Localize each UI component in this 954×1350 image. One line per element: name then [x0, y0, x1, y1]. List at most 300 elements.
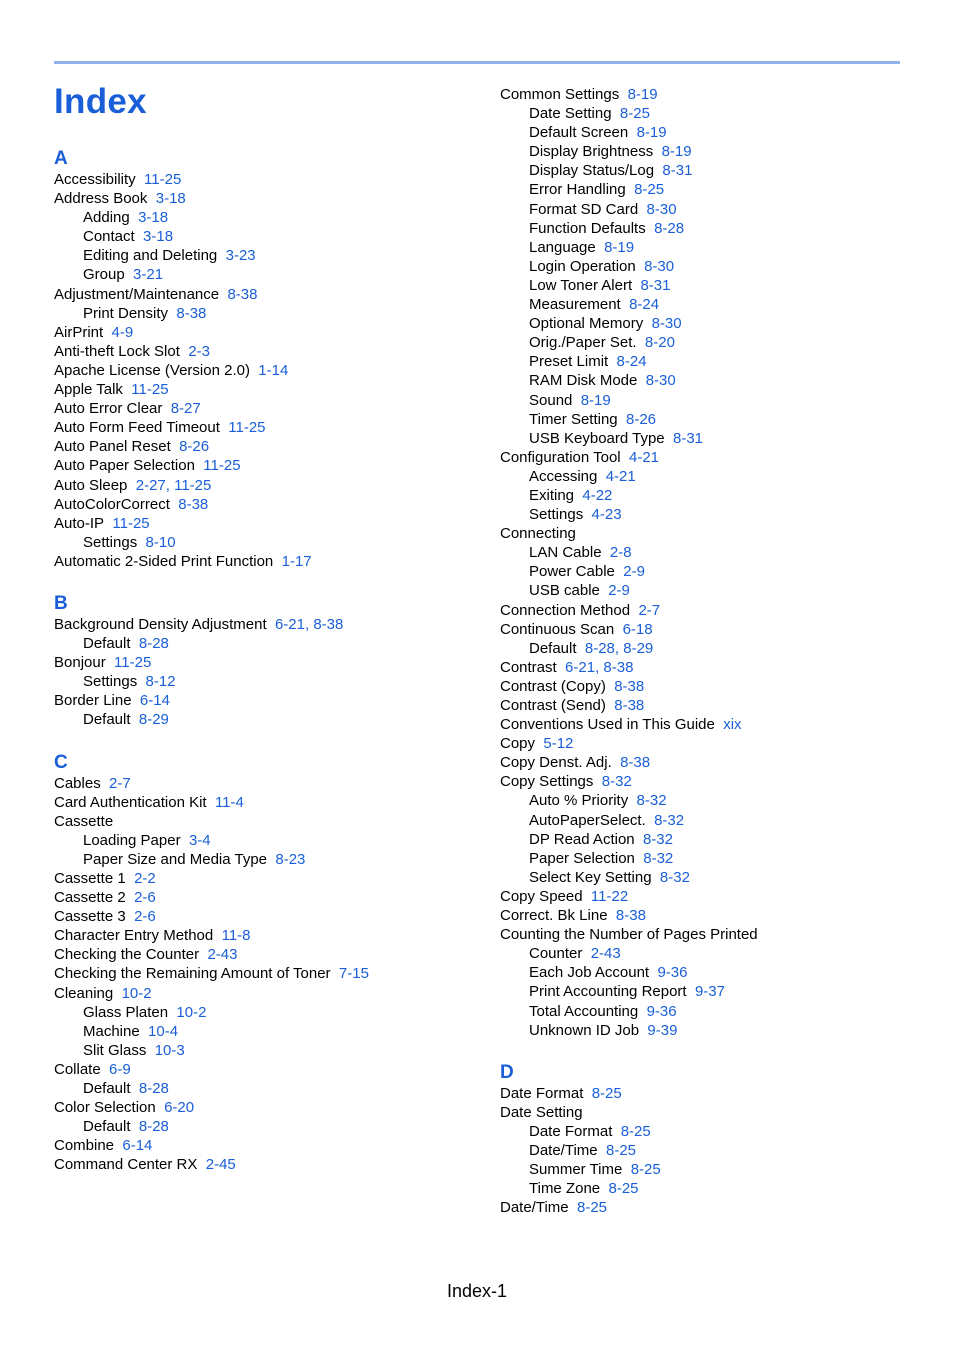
- index-term: Exiting: [529, 486, 575, 504]
- index-term: Common Settings: [500, 86, 620, 103]
- section-letter: A: [54, 148, 68, 169]
- index-entry: [54, 495, 494, 514]
- page-ref-link[interactable]: 8-31: [672, 429, 704, 447]
- page-ref-link[interactable]: 6-18: [622, 620, 653, 638]
- index-term: Format SD Card: [529, 200, 639, 218]
- index-term: Automatic 2-Sided Print Function: [54, 552, 274, 570]
- index-term: Select Key Setting: [529, 868, 652, 886]
- index-term: Connection Method: [500, 601, 631, 619]
- page-ref-link[interactable]: 8-25: [619, 105, 650, 123]
- index-entry: [54, 984, 494, 1003]
- section-gap: [500, 1040, 940, 1062]
- page-ref-link[interactable]: 8-28: [138, 1118, 169, 1136]
- index-term: Paper Selection: [529, 849, 635, 867]
- index-term: Default: [83, 711, 131, 729]
- index-term: RAM Disk Mode: [529, 372, 638, 390]
- page-ref-link[interactable]: 3-18: [143, 228, 174, 246]
- index-term: Settings: [83, 533, 138, 551]
- index-entry: [500, 1103, 940, 1122]
- page-ref-link[interactable]: 8-38: [615, 907, 646, 925]
- section-gap: [54, 730, 494, 752]
- page-ref-link[interactable]: 8-19: [636, 124, 667, 142]
- index-term: Character Entry Method: [54, 927, 214, 945]
- section-letter: B: [54, 592, 68, 614]
- index-term: Display Status/Log: [529, 162, 655, 180]
- index-subentry: [54, 634, 494, 653]
- page-ref-link[interactable]: 2-43: [207, 946, 238, 964]
- page-ref-link[interactable]: 2-8: [609, 544, 632, 562]
- index-term: Accessibility: [54, 171, 136, 188]
- index-entry: [54, 189, 494, 208]
- index-term: Low Toner Alert: [529, 276, 633, 294]
- index-entry: [500, 696, 940, 715]
- page-ref-link[interactable]: 10-2: [121, 984, 152, 1002]
- index-entry: [54, 342, 494, 361]
- index-term: Each Job Account: [529, 964, 650, 982]
- page-ref-link[interactable]: 8-24: [616, 353, 647, 371]
- index-term: Group: [83, 266, 125, 284]
- index-term: Settings: [529, 506, 584, 524]
- index-term: Connecting: [500, 525, 576, 543]
- index-entry: [54, 888, 494, 907]
- index-term: Auto Form Feed Timeout: [54, 419, 220, 437]
- index-term: Cassette 2: [54, 889, 126, 907]
- index-entry: [500, 601, 940, 620]
- index-entry: [500, 715, 940, 734]
- index-subentry: [500, 467, 940, 486]
- index-term: USB Keyboard Type: [529, 429, 665, 447]
- index-entry: [54, 514, 494, 533]
- index-term: Time Zone: [529, 1180, 601, 1198]
- index-term: Anti-theft Lock Slot: [54, 342, 180, 360]
- page-ref-link[interactable]: 8-38: [176, 304, 207, 322]
- index-subentry: [500, 1160, 940, 1179]
- ref-separator: ,: [614, 639, 624, 657]
- page-ref-link[interactable]: 6-14: [122, 1137, 153, 1155]
- index-subentry: [500, 849, 940, 868]
- page-ref-link[interactable]: 3-23: [225, 247, 256, 265]
- index-term: Continuous Scan: [500, 620, 615, 638]
- index-column-left: [54, 148, 494, 1175]
- index-entry: [500, 906, 940, 925]
- page-ref-link[interactable]: 5-12: [543, 735, 574, 753]
- page-ref-link[interactable]: 4-21: [605, 467, 636, 485]
- index-term: Paper Size and Media Type: [83, 850, 268, 868]
- page-ref-link[interactable]: 8-38: [603, 658, 634, 676]
- index-term: Auto Error Clear: [54, 400, 163, 418]
- index-subentry: [500, 1021, 940, 1040]
- page-ref-link[interactable]: 8-25: [605, 1141, 637, 1159]
- ref-separator: ,: [595, 658, 604, 676]
- index-term: Auto % Priority: [529, 792, 629, 810]
- index-subentry: [500, 811, 940, 830]
- page-ref-link[interactable]: 8-38: [178, 495, 209, 513]
- index-subentry: [500, 142, 940, 161]
- index-term: Total Accounting: [529, 1002, 639, 1020]
- index-entry: [500, 753, 940, 772]
- index-subentry: [500, 276, 940, 295]
- index-entry: [500, 620, 940, 639]
- index-term: Address Book: [54, 190, 148, 208]
- index-term: Summer Time: [529, 1161, 623, 1179]
- page-ref-link[interactable]: 11-8: [221, 927, 251, 945]
- page-ref-link[interactable]: 2-7: [638, 601, 661, 619]
- index-term: USB cable: [529, 582, 600, 600]
- index-term: Auto Sleep: [54, 476, 128, 494]
- page-ref-link[interactable]: 8-28: [138, 1080, 169, 1098]
- index-term: Preset Limit: [529, 353, 609, 371]
- index-entry: [54, 323, 494, 342]
- index-entry: [54, 615, 494, 634]
- page-ref-link[interactable]: 11-22: [590, 887, 629, 905]
- index-term: Adding: [83, 209, 130, 227]
- page-ref-link[interactable]: 11-4: [214, 793, 244, 811]
- index-entry: [500, 734, 940, 753]
- index-entry: [54, 170, 494, 189]
- page-ref-link[interactable]: 8-28: [654, 219, 685, 237]
- index-term: Copy Speed: [500, 887, 583, 905]
- index-term: Default Screen: [529, 124, 629, 142]
- index-entry: [54, 361, 494, 380]
- index-subentry: [54, 831, 494, 850]
- index-subentry: [500, 505, 940, 524]
- page-ref-link[interactable]: 11-25: [174, 476, 212, 494]
- index-entry: [54, 964, 494, 983]
- page-ref-link[interactable]: 2-6: [134, 908, 156, 926]
- index-term: Optional Memory: [529, 315, 644, 333]
- index-entry: [500, 1198, 940, 1217]
- page-ref-link[interactable]: 6-21: [274, 615, 305, 633]
- page-ref-link[interactable]: 8-27: [170, 400, 201, 418]
- index-term: Card Authentication Kit: [54, 793, 207, 811]
- page-ref-link[interactable]: 8-30: [645, 372, 676, 390]
- index-term: Display Brightness: [529, 143, 654, 161]
- page-ref-link[interactable]: 7-15: [338, 965, 369, 983]
- page-ref-link[interactable]: 8-32: [654, 811, 685, 829]
- ref-separator: ,: [305, 615, 314, 633]
- index-subentry: [54, 246, 494, 265]
- index-term: Combine: [54, 1137, 115, 1155]
- page-ref-link[interactable]: 6-20: [164, 1099, 195, 1117]
- page-ref-link[interactable]: 8-25: [608, 1180, 639, 1198]
- index-entry: [54, 691, 494, 710]
- index-term: Settings: [83, 673, 138, 691]
- index-subentry: [500, 1002, 940, 1021]
- index-entry: [500, 85, 940, 104]
- index-term: Orig./Paper Set.: [529, 334, 637, 352]
- index-term: Default: [83, 635, 131, 653]
- page-ref-link[interactable]: 2-45: [205, 1156, 236, 1174]
- page-ref-link[interactable]: 3-18: [155, 190, 186, 208]
- index-term: Color Selection: [54, 1099, 156, 1117]
- index-term: Date Setting: [529, 105, 612, 123]
- page-ref-link[interactable]: 11-25: [228, 419, 266, 437]
- page-ref-link[interactable]: 11-25: [144, 171, 182, 188]
- page-ref-link[interactable]: 8-31: [640, 276, 671, 294]
- page-ref-link[interactable]: 8-30: [644, 257, 675, 275]
- index-term: Machine: [83, 1022, 140, 1040]
- page-ref-link[interactable]: 8-20: [644, 334, 675, 352]
- index-term: Accessing: [529, 467, 598, 485]
- page-ref-link[interactable]: 2-7: [109, 774, 131, 792]
- index-subentry: [500, 1179, 940, 1198]
- index-term: Slit Glass: [83, 1041, 147, 1059]
- page-ref-link[interactable]: 8-25: [591, 1084, 622, 1102]
- index-term: Collate: [54, 1060, 101, 1078]
- index-entry: [500, 524, 940, 543]
- index-subentry: [500, 868, 940, 887]
- page-ref-link[interactable]: 8-38: [614, 697, 645, 714]
- index-subentry: [54, 533, 494, 552]
- index-term: Cleaning: [54, 984, 114, 1002]
- index-entry: [54, 793, 494, 812]
- page-ref-link[interactable]: 8-19: [604, 238, 635, 256]
- index-subentry: [54, 1041, 494, 1060]
- index-term: Sound: [529, 391, 573, 409]
- index-subentry: [500, 639, 940, 658]
- page-ref-link[interactable]: 8-30: [646, 200, 677, 218]
- index-entry: [54, 380, 494, 399]
- index-term: Cassette 3: [54, 908, 126, 926]
- page-ref-link[interactable]: 11-25: [114, 654, 152, 672]
- index-term: Bonjour: [54, 654, 106, 672]
- page-ref-link[interactable]: 1-14: [258, 361, 289, 379]
- index-subentry: [500, 581, 940, 600]
- index-term: Contrast: [500, 658, 557, 676]
- index-subentry: [500, 1141, 940, 1160]
- section-letter: C: [54, 751, 68, 773]
- page-ref-link[interactable]: 8-19: [627, 86, 658, 103]
- index-term: Editing and Deleting: [83, 247, 218, 265]
- page-ref-link[interactable]: 3-18: [138, 209, 169, 227]
- page-ref-link[interactable]: 2-43: [590, 945, 621, 963]
- page-ref-link[interactable]: 10-2: [176, 1003, 207, 1021]
- index-term: Power Cable: [529, 563, 615, 581]
- page-ref-link[interactable]: 11-25: [112, 514, 150, 532]
- index-subentry: [500, 543, 940, 562]
- index-term: Conventions Used in This Guide: [500, 716, 715, 734]
- index-subentry: [500, 352, 940, 371]
- index-entry: [54, 812, 494, 831]
- page-ref-link[interactable]: 8-30: [651, 315, 682, 333]
- index-subentry: [54, 1079, 494, 1098]
- index-subentry: [54, 672, 494, 691]
- index-column-right: [500, 85, 940, 1217]
- index-entry: [54, 476, 494, 495]
- page-ref-link[interactable]: 2-6: [134, 889, 156, 907]
- index-subentry: [54, 208, 494, 227]
- page-ref-link[interactable]: 10-3: [154, 1041, 185, 1059]
- page-ref-link[interactable]: 8-31: [662, 162, 693, 180]
- page-ref-link[interactable]: 8-25: [620, 1122, 651, 1140]
- index-subentry: [500, 410, 940, 429]
- index-subentry: [500, 391, 940, 410]
- index-subentry: [500, 830, 940, 849]
- index-term: Function Defaults: [529, 219, 646, 237]
- index-subentry: [54, 850, 494, 869]
- index-term: Copy Denst. Adj.: [500, 754, 612, 772]
- page-ref-link[interactable]: 2-2: [134, 870, 156, 887]
- index-entry: [500, 448, 940, 467]
- index-subentry: [500, 486, 940, 505]
- page-ref-link[interactable]: 1-17: [281, 552, 312, 570]
- ref-separator: ,: [165, 476, 175, 494]
- section-letter: D: [500, 1061, 514, 1083]
- index-term: Copy: [500, 735, 536, 753]
- index-entry: [500, 658, 940, 677]
- index-term: Auto Paper Selection: [54, 457, 195, 475]
- page-ref-link[interactable]: 8-32: [643, 849, 674, 867]
- index-term: Unknown ID Job: [529, 1021, 640, 1039]
- index-subentry: [54, 1117, 494, 1136]
- index-subentry: [54, 304, 494, 323]
- page-ref-link[interactable]: 8-29: [623, 639, 654, 657]
- index-entry: [54, 456, 494, 475]
- page-ref-link[interactable]: 2-9: [623, 563, 645, 581]
- index-subentry: [500, 1122, 940, 1141]
- page-ref-link[interactable]: 9-36: [657, 964, 688, 982]
- page-ref-link[interactable]: 2-9: [608, 582, 630, 600]
- index-entry: [54, 437, 494, 456]
- page-ref-link[interactable]: 8-26: [625, 410, 657, 428]
- index-subentry: [500, 257, 940, 276]
- index-term: Command Center RX: [54, 1156, 198, 1174]
- page-ref-link[interactable]: 8-19: [661, 143, 692, 161]
- page-ref-link[interactable]: 8-25: [634, 181, 665, 199]
- page-ref-link[interactable]: 8-25: [576, 1199, 608, 1217]
- page-ref-link[interactable]: 11-25: [203, 457, 241, 475]
- page-ref-link[interactable]: 4-21: [628, 448, 660, 466]
- index-subentry: [500, 982, 940, 1001]
- index-subentry: [500, 371, 940, 390]
- page-ref-link[interactable]: 4-9: [111, 323, 134, 341]
- page-ref-link[interactable]: 8-19: [580, 391, 611, 409]
- page-ref-link[interactable]: 10-4: [148, 1022, 179, 1040]
- page-ref-link[interactable]: 2-27: [135, 476, 166, 494]
- index-subentry: [500, 333, 940, 352]
- page-ref-link[interactable]: 8-38: [620, 754, 651, 772]
- page-ref-link[interactable]: 8-32: [659, 868, 690, 886]
- page-ref-link[interactable]: 9-37: [694, 983, 725, 1001]
- index-subentry: [500, 963, 940, 982]
- page-ref-link[interactable]: 4-23: [591, 506, 622, 524]
- index-term: Adjustment/Maintenance: [54, 285, 220, 303]
- page-ref-link[interactable]: 11-25: [131, 381, 169, 399]
- page-ref-link[interactable]: 6-9: [109, 1060, 131, 1078]
- index-term: Date Setting: [500, 1103, 583, 1121]
- index-entry: [500, 772, 940, 791]
- page-ref-link[interactable]: 8-12: [145, 673, 176, 691]
- page-ref-link[interactable]: 8-24: [629, 296, 660, 314]
- index-term: Contrast (Send): [500, 697, 606, 714]
- index-subentry: [54, 1003, 494, 1022]
- index-entry: [54, 945, 494, 964]
- index-term: Auto Panel Reset: [54, 438, 171, 456]
- index-subentry: [500, 161, 940, 180]
- index-entry: [54, 399, 494, 418]
- index-term: Print Accounting Report: [529, 983, 687, 1001]
- index-term: Loading Paper: [83, 831, 181, 849]
- index-term: Timer Setting: [529, 410, 618, 428]
- index-subentry: [500, 314, 940, 333]
- index-entry: [54, 285, 494, 304]
- index-entry: [54, 1136, 494, 1155]
- page-ref-link[interactable]: xix: [723, 716, 742, 734]
- page-ref-link[interactable]: 8-25: [630, 1161, 661, 1179]
- index-subentry: [500, 180, 940, 199]
- page-ref-link[interactable]: 8-23: [275, 850, 306, 868]
- page-ref-link[interactable]: 8-28: [138, 635, 169, 653]
- index-entry: [500, 1084, 940, 1103]
- page-ref-link[interactable]: 8-28: [584, 639, 615, 657]
- index-entry: [54, 774, 494, 793]
- index-term: Measurement: [529, 296, 621, 314]
- index-subentry: [54, 710, 494, 729]
- index-term: Copy Settings: [500, 773, 594, 791]
- index-subentry: [500, 123, 940, 142]
- index-term: Checking the Counter: [54, 946, 200, 964]
- page-ref-link[interactable]: 8-32: [601, 773, 632, 791]
- index-term: AutoPaperSelect.: [529, 811, 646, 829]
- index-term: Checking the Remaining Amount of Toner: [54, 965, 331, 983]
- page-ref-link[interactable]: 4-22: [582, 486, 613, 504]
- index-term: Print Density: [83, 304, 169, 322]
- page-ref-link[interactable]: 2-3: [188, 342, 210, 360]
- page-ref-link[interactable]: 6-14: [139, 692, 170, 710]
- index-term: Apple Talk: [54, 381, 123, 399]
- index-term: Border Line: [54, 692, 132, 710]
- index-term: Background Density Adjustment: [54, 615, 267, 633]
- page-ref-link[interactable]: 8-26: [179, 438, 210, 456]
- page-ref-link[interactable]: 8-32: [636, 792, 667, 810]
- page-ref-link[interactable]: 9-39: [647, 1021, 678, 1039]
- index-term: Date/Time: [500, 1199, 569, 1217]
- index-term: Language: [529, 238, 596, 256]
- index-term: Default: [529, 639, 577, 657]
- page-ref-link[interactable]: 3-4: [188, 831, 211, 849]
- page-ref-link[interactable]: 8-38: [313, 615, 344, 633]
- page-ref-link[interactable]: 8-38: [227, 285, 258, 303]
- page-ref-link[interactable]: 8-32: [642, 830, 673, 848]
- page-ref-link[interactable]: 8-10: [145, 533, 176, 551]
- page-ref-link[interactable]: 8-29: [138, 711, 169, 729]
- index-term: Cables: [54, 774, 101, 792]
- page-ref-link[interactable]: 3-21: [133, 266, 164, 284]
- index-term: Contact: [83, 228, 135, 246]
- index-term: Default: [83, 1118, 131, 1136]
- page-ref-link[interactable]: 6-21: [565, 658, 596, 676]
- index-term: Login Operation: [529, 257, 636, 275]
- index-term: Cassette 1: [54, 870, 126, 887]
- index-subentry: [500, 791, 940, 810]
- index-term: AutoColorCorrect: [54, 495, 170, 513]
- index-subentry: [500, 944, 940, 963]
- index-term: Glass Platen: [83, 1003, 169, 1021]
- index-term: Date Format: [529, 1122, 613, 1140]
- index-entry: [500, 887, 940, 906]
- header-rule: [54, 61, 900, 64]
- index-term: Date Format: [500, 1084, 584, 1102]
- index-term: Apache License (Version 2.0): [54, 361, 250, 379]
- page-ref-link[interactable]: 8-38: [614, 677, 645, 695]
- index-term: Configuration Tool: [500, 448, 621, 466]
- index-entry: [500, 677, 940, 696]
- index-entry: [54, 869, 494, 888]
- index-entry: [54, 926, 494, 945]
- index-subentry: [54, 227, 494, 246]
- index-term: Date/Time: [529, 1141, 598, 1159]
- page-ref-link[interactable]: 9-36: [646, 1002, 677, 1020]
